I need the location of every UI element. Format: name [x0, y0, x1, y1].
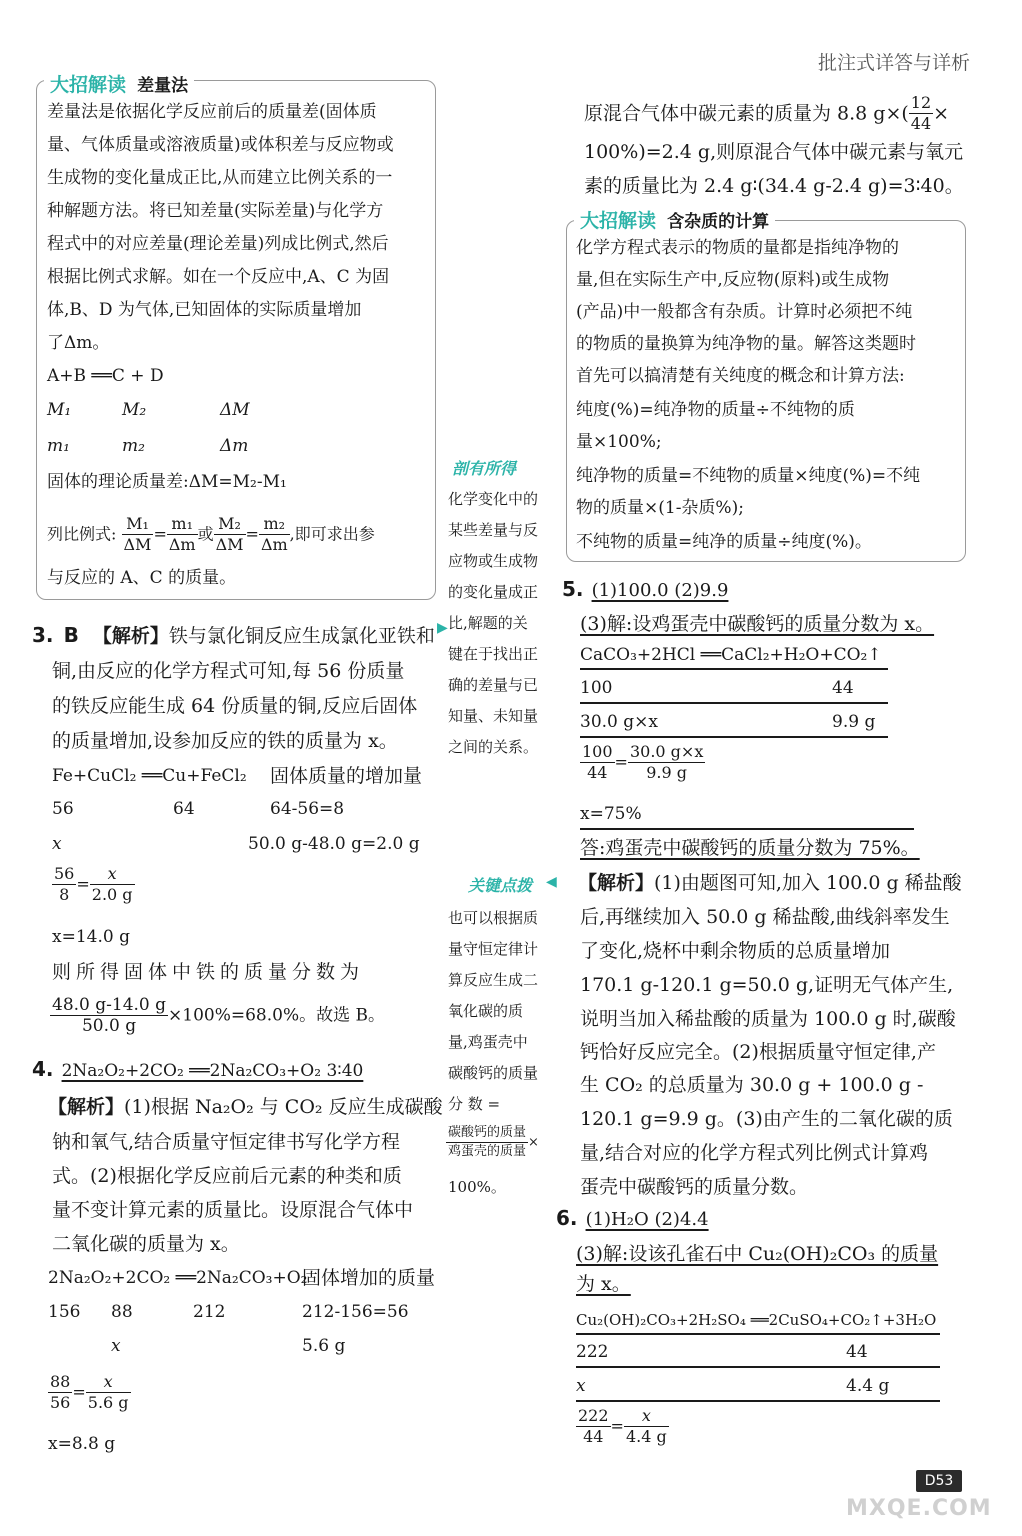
q5-rule — [580, 668, 888, 670]
q5-line: 120.1 g=9.9 g。(3)由产生的二氧化碳的质 — [580, 1108, 953, 1130]
side-note-line: 量,鸡蛋壳中 — [448, 1033, 528, 1051]
strategy-line: 种解题方法。将已知差量(实际差量)与化学方 — [47, 201, 384, 221]
q5-answer-line: 答:鸡蛋壳中碳酸钙的质量分数为 75%。 — [580, 837, 920, 859]
question-3-header: 3. B 【解析】铁与氯化铜反应生成氯化亚铁和 — [32, 623, 435, 647]
q4-cont-line: 100%)=2.4 g,则原混合气体中碳元素与氧元 — [584, 141, 964, 163]
q5-proportion: $\frac{100}{44}$ = $\frac{30.0 g\times x}{9.9 g}$ — [582, 742, 704, 782]
q4-line: 二氧化碳的质量为 x。 — [52, 1233, 240, 1255]
impurity-line: 量×100%; — [576, 432, 662, 452]
q5-line: 量,结合对应的化学方程式列比例式计算鸡 — [580, 1142, 929, 1164]
q5-line: 生 CO₂ 的总质量为 30.0 g + 100.0 g - — [580, 1074, 924, 1096]
strategy-cell: m₂ — [122, 436, 145, 456]
impurity-line: 化学方程式表示的物质的量都是指纯净物的 — [576, 238, 899, 258]
strategy-line: 根据比例式求解。如在一个反应中,A、C 为固 — [47, 267, 390, 287]
ratio-prefix: 列比例式: — [47, 524, 117, 544]
side-note-line: 应物或生成物 — [448, 552, 539, 570]
q6-cell: 4.4 g — [846, 1376, 890, 1396]
side-note-line: 知量、未知量 — [448, 707, 539, 725]
q3-line: 铜,由反应的化学方程式可知,每 56 份质量 — [52, 660, 405, 682]
strategy-tag-label: 大招解读 — [580, 210, 657, 232]
impurity-line: 首先可以搞清楚有关纯度的概念和计算方法: — [576, 366, 905, 386]
strategy-theory: 固体的理论质量差:ΔM=M₂-M₁ — [47, 472, 287, 492]
q5-line: 【解析】(1)由题图可知,加入 100.0 g 稀盐酸 — [578, 872, 962, 894]
q4-cell: 212-156=56 — [302, 1302, 409, 1322]
q5-rule — [580, 828, 914, 830]
question-6-header: 6. (1)H₂O (2)4.4 — [556, 1206, 709, 1230]
q4-cell: 88 — [111, 1302, 133, 1322]
side-note-line: 键在于找出正 — [448, 645, 539, 663]
side-note-line: 比,解题的关 — [448, 614, 528, 632]
q6-cell: 44 — [846, 1342, 868, 1362]
q5-rule — [580, 702, 888, 704]
q5-line: 钙恰好反应完全。(2)根据质量守恒定律,产 — [580, 1041, 936, 1063]
strategy-tag — [44, 70, 194, 97]
q5-cell: 100 — [580, 678, 613, 698]
q6-setup: (3)解:设该孔雀石中 Cu₂(OH)₂CO₃ 的质量 — [576, 1243, 939, 1265]
strategy-line: 量、气体质量或溶液质量)或体积差与反应物或 — [47, 135, 394, 155]
q3-equation: Fe+CuCl₂ ══Cu+FeCl₂ — [52, 766, 247, 786]
q6-rule — [576, 1333, 940, 1335]
q3-line: 的铁反应能生成 64 份质量的铜,反应后固体 — [52, 695, 418, 717]
impurity-line: 的物质的量换算为纯净物的量。解答这类题时 — [576, 334, 916, 354]
q3-line: 的质量增加,设参加反应的铁的质量为 x。 — [52, 730, 398, 752]
side-note-line: 也可以根据质 — [448, 909, 539, 927]
strategy-line: 差量法是依据化学反应前后的质量差(固体质 — [47, 102, 377, 122]
ratio-fraction: $\frac{\text{m₁}}{\Delta m}$ — [168, 514, 196, 554]
side-note-line: 某些差量与反 — [448, 521, 539, 539]
q5-cell: 30.0 g×x — [580, 712, 658, 732]
strategy-tag — [574, 206, 775, 233]
strategy-cell: M₁ — [47, 400, 72, 420]
q4-cont-line: 原混合气体中碳元素的质量为 8.8 g×( $\frac{12}{44}$ × — [584, 93, 950, 133]
strategy-line: 体,B、D 为气体,已知固体的实际质量增加 — [47, 300, 362, 320]
strategy-topic: 含杂质的计算 — [667, 212, 770, 232]
side-note-fraction: $\frac{\text{碳酸钙的质量}}{\text{鸡蛋壳的质量}}$ × — [448, 1125, 539, 1159]
question-5-header: 5. (1)100.0 (2)9.9 — [562, 577, 729, 601]
pointer-arrow-icon: ◀ — [546, 874, 557, 890]
ratio-fraction: $\frac{\text{M₂}}{\Delta M}$ — [215, 514, 244, 554]
side-note-line: 100%。 — [448, 1178, 506, 1196]
side-note-line: 氧化碳的质 — [448, 1002, 524, 1020]
q6-rule — [576, 1366, 940, 1368]
q3-proportion: $\frac{56}{8}$ = $\frac{x}{2.0 g}$ — [54, 864, 133, 904]
q5-setup: (3)解:设鸡蛋壳中碳酸钙的质量分数为 x。 — [580, 613, 935, 635]
q5-line: 说明当加入稀盐酸的质量为 100.0 g 时,碳酸 — [580, 1008, 956, 1030]
q3-equation-note: 固体质量的增加量 — [270, 765, 423, 787]
strategy-cell: ΔM — [220, 400, 250, 420]
q4-line: 量不变计算元素的质量比。设原混合气体中 — [52, 1199, 414, 1221]
impurity-line: 纯净物的质量=不纯物的质量×纯度(%)=不纯 — [576, 466, 921, 486]
q5-line: 蛋壳中碳酸钙的质量分数。 — [580, 1176, 809, 1198]
strategy-topic: 差量法 — [137, 76, 189, 96]
side-note-line: 化学变化中的 — [448, 490, 539, 508]
q4-equation: 2Na₂O₂+2CO₂ ══2Na₂CO₃+O₂ — [48, 1268, 308, 1288]
q5-line: 后,再继续加入 50.0 g 稀盐酸,曲线斜率发生 — [580, 906, 950, 928]
impurity-line: 纯度(%)=纯净物的质量÷不纯物的质 — [576, 400, 855, 420]
impurity-line: 不纯物的质量=纯净的质量÷纯度(%)。 — [576, 532, 872, 552]
q4-cell: x — [111, 1336, 121, 1356]
q5-result: x=75% — [580, 804, 642, 824]
q5-line: 170.1 g-120.1 g=50.0 g,证明无气体产生, — [580, 974, 954, 996]
impurity-line: 物的质量×(1-杂质%); — [576, 498, 744, 518]
q5-rule — [580, 736, 888, 738]
q3-conclusion: 则所得固体中铁的质量分数为 — [52, 961, 365, 983]
q4-cell: 212 — [193, 1302, 226, 1322]
q6-proportion: $\frac{222}{44}$ = $\frac{x}{4.4 g}$ — [578, 1406, 667, 1446]
side-note-title: 关键点拨 — [468, 876, 533, 895]
q4-line: 钠和氧气,结合质量守恒定律书写化学方程 — [52, 1131, 401, 1153]
strategy-line: 了Δm。 — [47, 333, 110, 353]
watermark-logo: MXQE.COM — [846, 1496, 992, 1521]
q4-equation-note: 固体增加的质量 — [302, 1267, 436, 1289]
page-header-title: 批注式详答与详析 — [817, 52, 970, 74]
q3-cell: x — [52, 834, 62, 854]
strategy-line-last: 与反应的 A、C 的质量。 — [47, 568, 237, 588]
side-note-line: 的变化量成正 — [448, 583, 539, 601]
q5-cell: 9.9 g — [832, 712, 876, 732]
q4-line: 【解析】(1)根据 Na₂O₂ 与 CO₂ 反应生成碳酸 — [48, 1096, 443, 1118]
pointer-arrow-icon: ▶ — [437, 620, 448, 636]
side-note-title: 剖有所得 — [452, 459, 517, 478]
q5-equation: CaCO₃+2HCl ══CaCl₂+H₂O+CO₂↑ — [580, 645, 882, 665]
side-note-line: 之间的关系。 — [448, 738, 539, 756]
q3-cell: 56 — [52, 799, 74, 819]
ratio-fraction: $\frac{\text{M₁}}{\Delta M}$ — [123, 514, 152, 554]
side-note-line: 分 数 = — [448, 1095, 501, 1113]
strategy-equation: A+B ══C + D — [47, 366, 164, 386]
q3-result: x=14.0 g — [52, 927, 130, 947]
strategy-cell: m₁ — [47, 436, 70, 456]
q3-cell: 64-56=8 — [270, 799, 345, 819]
q4-result: x=8.8 g — [48, 1434, 116, 1454]
q4-line: 式。(2)根据化学反应前后元素的种类和质 — [52, 1165, 402, 1187]
q4-cell: 5.6 g — [302, 1336, 346, 1356]
q6-setup: 为 x。 — [576, 1273, 631, 1295]
question-4-header: 4. 2Na₂O₂+2CO₂ ══2Na₂CO₃+O₂ 3∶40 — [32, 1057, 364, 1081]
strategy-ratio: 列比例式: $\frac{\text{M₁}}{\Delta M}$ = $\frac{\text{m₁}}{\Delta m}$ 或 $\frac{\text{M₂}}{\Delta M}$ = $\frac{\text{m₂}}{\Delta m}$ ,即可求出参 — [47, 514, 375, 554]
q5-cell: 44 — [832, 678, 854, 698]
side-note-line: 碳酸钙的质量 — [448, 1064, 539, 1082]
side-note-line: 量守恒定律计 — [448, 940, 539, 958]
side-note-line: 确的差量与已 — [448, 676, 539, 694]
ratio-fraction: $\frac{\text{m₂}}{\Delta m}$ — [260, 514, 288, 554]
strategy-line: 生成物的变化量成正比,从而建立比例关系的一 — [47, 168, 393, 188]
q6-cell: 222 — [576, 1342, 609, 1362]
q3-final: $\frac{48.0 g-14.0 g}{50.0 g}$ ×100%=68.0%。故选 B。 — [52, 995, 386, 1036]
q4-cell: 156 — [48, 1302, 81, 1322]
q6-cell: x — [576, 1376, 586, 1396]
q6-equation: Cu₂(OH)₂CO₃+2H₂SO₄ ══2CuSO₄+CO₂↑+3H₂O — [576, 1311, 937, 1329]
q3-cell: 64 — [173, 799, 195, 819]
strategy-line: 程式中的对应差量(理论差量)列成比例式,然后 — [47, 234, 389, 254]
strategy-cell: Δm — [220, 436, 249, 456]
q4-proportion: $\frac{88}{56}$ = $\frac{x}{5.6 g}$ — [50, 1372, 129, 1412]
side-note-line: 算反应生成二 — [448, 971, 539, 989]
q4-cont-line: 素的质量比为 2.4 g∶(34.4 g-2.4 g)=3∶40。 — [584, 175, 964, 197]
impurity-line: 量,但在实际生产中,反应物(原料)或生成物 — [576, 270, 890, 290]
page-number-badge: D53 — [916, 1470, 962, 1492]
strategy-cell: M₂ — [122, 400, 147, 420]
q6-rule — [576, 1400, 940, 1402]
q3-cell: 50.0 g-48.0 g=2.0 g — [248, 834, 420, 854]
impurity-line: (产品)中一般都含有杂质。计算时必须把不纯 — [576, 302, 913, 322]
q5-line: 了变化,烧杯中剩余物质的总质量增加 — [580, 940, 891, 962]
strategy-tag-label: 大招解读 — [50, 74, 127, 96]
